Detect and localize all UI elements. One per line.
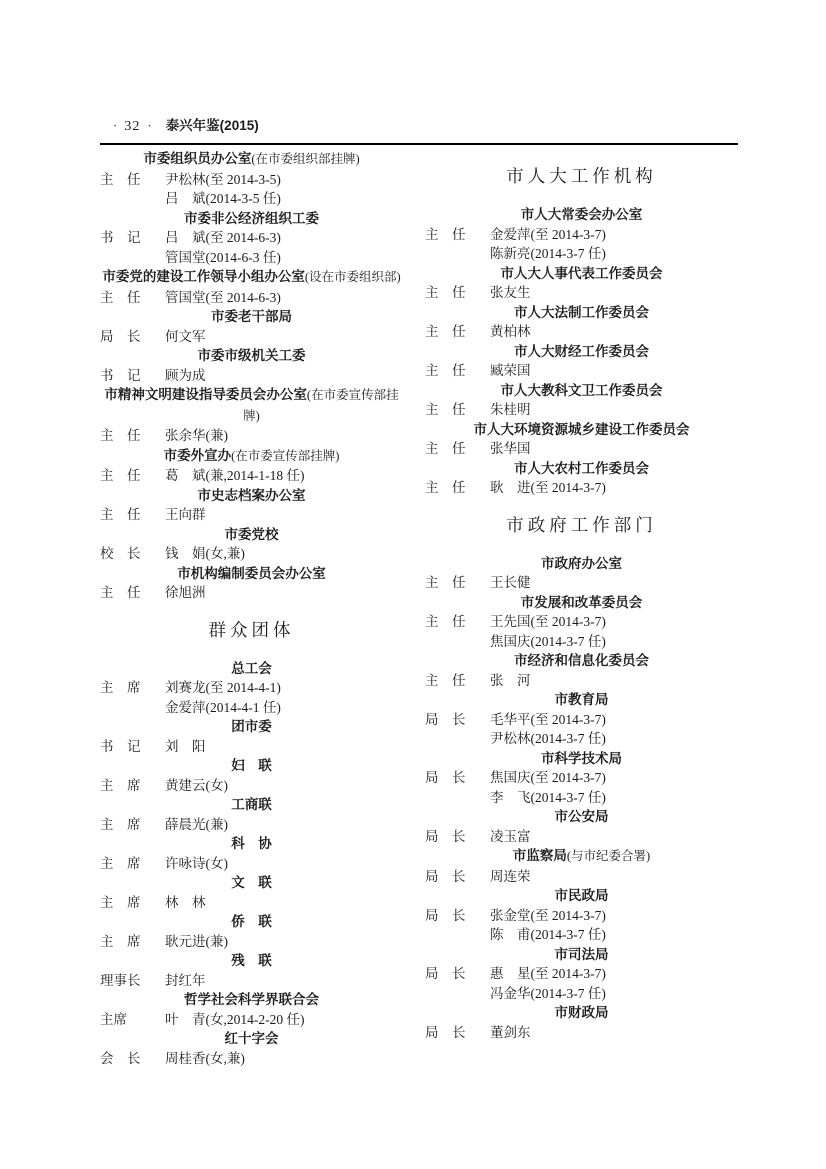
org-name: 市人大环境资源城乡建设工作委员会 [473,421,690,437]
org-name: 市人大人事代表工作委员会 [500,265,663,281]
entry-row [100,288,403,308]
person-name: 周桂香(女,兼) [165,1050,245,1066]
org-heading [100,990,403,1010]
header-dot-right: · [147,118,152,133]
org-name: 妇 联 [231,758,272,773]
person-name: 凌玉富 [490,828,531,844]
org-heading [425,420,738,440]
org-heading [100,873,403,893]
entry-row [100,505,403,525]
org-name: 市精神文明建设指导委员会办公室 [104,387,307,402]
entry-row [425,827,738,847]
org-name: 哲学社会科学界联合会 [184,992,319,1007]
entry-continuation-row [100,698,403,718]
entry-row [425,361,738,381]
page-header [100,114,738,135]
org-heading [425,303,738,323]
role-label: 主 任 [425,324,466,339]
role-label: 主 任 [100,289,141,305]
org-name: 市发展和改革委员会 [520,594,643,610]
person-name: 金爱萍(至 2014-3-7) [490,226,606,242]
person-name: 毛华平(至 2014-3-7) [490,711,606,727]
org-name: 市委党校 [224,526,279,542]
role-label: 书 记 [100,367,141,383]
org-name: 市财政局 [554,1005,609,1020]
role-label: 局 长 [425,770,466,785]
org-heading [100,346,403,366]
role-label: 校 长 [100,546,141,561]
book-title: 泰兴年鉴(2015) [165,118,259,133]
person-name: 张金堂(至 2014-3-7) [490,907,606,923]
role-label [425,984,473,1004]
person-name: 管国堂(2014-6-3 任) [165,249,281,265]
org-heading [425,945,738,965]
person-name: 徐旭洲 [165,585,206,600]
role-label: 主 席 [100,855,141,871]
org-heading [100,149,403,170]
entry-row [100,815,403,835]
org-name: 市教育局 [554,692,609,707]
entry-row [425,478,738,498]
org-name: 红十字会 [224,1031,279,1046]
section-title: 市政府工作部门 [506,514,657,535]
entry-row [425,439,738,459]
role-label: 主 任 [100,585,141,600]
section-title: 群众团体 [208,619,295,640]
org-heading [425,1003,738,1023]
org-heading [100,446,403,467]
entry-row [425,400,738,420]
org-heading [425,554,738,574]
person-name: 周连荣 [490,868,531,884]
role-label: 主 任 [425,285,466,300]
role-label: 主 任 [425,614,466,629]
org-heading [425,593,738,613]
org-name: 市经济和信息化委员会 [514,653,649,668]
role-label: 主 席 [100,777,141,793]
entry-row [100,327,403,347]
person-name: 管国堂(至 2014-6-3) [165,289,281,305]
person-name: 黄柏林 [490,324,531,339]
entry-row [425,906,738,926]
entry-row [425,1023,738,1043]
entry-row [100,893,403,913]
person-name: 刘 阳 [165,738,206,754]
org-name: 市史志档案办公室 [197,487,306,503]
person-name: 王先国(至 2014-3-7) [490,614,606,629]
role-label: 主席 [100,1011,127,1027]
person-name: 张华国 [490,441,531,456]
person-name: 臧荣国 [490,363,531,378]
role-label [425,729,473,749]
role-label: 主 席 [100,894,141,910]
org-name: 市人大农村工作委员会 [514,460,649,476]
org-heading [425,459,738,479]
entry-continuation-row [425,244,738,264]
entry-row [425,867,738,887]
person-name: 张余华(兼) [165,428,228,443]
entry-row [100,854,403,874]
person-name: 冯金华(2014-3-7 任) [490,985,606,1001]
org-heading [425,264,738,284]
entry-row [100,1049,403,1069]
person-name: 吕 斌(至 2014-6-3) [165,230,281,245]
role-label [425,244,473,264]
person-name: 封红年 [165,972,206,988]
org-note: (在市委组织部挂牌) [251,152,360,166]
person-name: 许咏诗(女) [165,855,228,871]
role-label: 局 长 [100,328,141,344]
person-name: 尹松林(至 2014-3-5) [165,171,281,187]
entry-row [100,932,403,952]
person-name: 董剑东 [490,1024,531,1040]
person-name: 叶 青(女,2014-2-20 任) [165,1011,305,1027]
org-name: 市民政局 [554,888,609,903]
org-name: 市公安局 [554,809,609,824]
org-heading [100,486,403,506]
entry-row [425,283,738,303]
person-name: 黄建云(女) [165,777,228,793]
person-name: 吕 斌(2014-3-5 任) [165,191,281,206]
role-label [100,248,148,268]
entry-continuation-row [425,632,738,652]
entry-row [100,466,403,486]
entry-continuation-row [425,788,738,808]
person-name: 王向群 [165,507,206,522]
org-heading [100,525,403,545]
entry-row [100,971,403,991]
org-name: 市委外宣办 [163,447,232,463]
role-label: 主 席 [100,680,141,695]
role-label: 主 任 [100,171,141,187]
entry-row [425,612,738,632]
entry-row [425,768,738,788]
person-name: 耿 进(至 2014-3-7) [490,480,606,495]
person-name: 刘赛龙(至 2014-4-1) [165,680,281,695]
org-heading [100,912,403,932]
org-note: (在市委宣传部挂牌) [231,448,340,463]
role-label: 主 任 [100,507,141,522]
person-name: 陈新亮(2014-3-7 任) [490,246,606,261]
role-label: 局 长 [425,868,466,884]
org-name: 市政府办公室 [541,555,622,571]
entry-row [100,170,403,190]
person-name: 朱桂明 [490,402,531,417]
header-dot-left: · [113,118,118,133]
entry-row [100,678,403,698]
role-label: 局 长 [425,907,466,923]
entry-row [425,710,738,730]
section-title: 市人大工作机构 [506,166,657,186]
entry-row [425,964,738,984]
person-name: 焦国庆(至 2014-3-7) [490,770,606,785]
entry-row [100,583,403,603]
org-heading [425,749,738,769]
entry-continuation-row [100,248,403,268]
org-heading [100,795,403,815]
role-label: 主 任 [425,402,466,417]
role-label: 局 长 [425,966,466,981]
person-name: 葛 斌(兼,2014-1-18 任) [165,468,305,483]
org-heading [100,659,403,679]
person-name: 金爱萍(2014-4-1 任) [165,699,281,715]
org-heading [425,807,738,827]
role-label [425,925,473,945]
org-name: 科 协 [231,836,272,851]
role-label: 书 记 [100,738,141,754]
org-name: 市科学技术局 [541,750,622,766]
entry-continuation-row [425,729,738,749]
org-heading [425,342,738,362]
person-name: 张友生 [490,285,531,300]
org-heading [425,381,738,401]
org-name: 市人大常委会办公室 [520,207,643,222]
role-label: 主 席 [100,933,141,949]
org-heading [425,886,738,906]
org-name: 团市委 [231,719,272,734]
entry-row [100,737,403,757]
org-name: 市机构编制委员会办公室 [177,565,326,581]
org-name: 市委组织员办公室 [143,151,252,166]
two-column-body [100,149,738,1068]
right-column [425,149,738,1068]
entry-row [100,426,403,446]
org-heading [425,846,738,867]
org-name: 市委市级机关工委 [197,348,306,363]
person-name: 王长健 [490,575,531,590]
role-label: 主 任 [425,226,466,242]
entry-row [100,228,403,248]
org-name: 市司法局 [554,946,609,962]
person-name: 林 林 [165,894,206,910]
org-heading [100,209,403,229]
role-label: 主 任 [100,468,141,483]
org-name: 市人大教科文卫工作委员会 [500,382,663,398]
org-name: 侨 联 [231,914,272,929]
org-heading [100,756,403,776]
person-name: 李 飞(2014-3-7 任) [490,789,606,805]
org-heading [425,690,738,710]
org-name: 市人大财经工作委员会 [514,343,649,359]
person-name: 惠 星(至 2014-3-7) [490,966,606,981]
entry-row [425,225,738,245]
person-name: 钱 娟(女,兼) [165,546,245,561]
org-heading [425,205,738,225]
entry-continuation-row [425,925,738,945]
org-name: 市委党的建设工作领导小组办公室 [102,269,305,284]
role-label: 会 长 [100,1050,141,1066]
role-label: 主 任 [425,480,466,495]
entry-row [100,1010,403,1030]
org-name: 市人大法制工作委员会 [514,304,649,320]
header-rule [100,143,738,145]
person-name: 薛晨光(兼) [165,816,228,832]
role-label: 局 长 [425,828,466,844]
org-note: (在市委宣传部挂牌) [243,388,399,423]
person-name: 耿元进(兼) [165,933,228,949]
left-column [100,149,403,1068]
org-heading [100,717,403,737]
org-heading [100,385,403,426]
org-name: 文 联 [231,875,272,890]
role-label: 主 席 [100,816,141,832]
role-label: 主 任 [425,441,466,456]
page-content [100,114,738,1068]
person-name: 焦国庆(2014-3-7 任) [490,633,606,649]
entry-row [100,366,403,386]
org-note: (与市纪委合署) [566,849,651,863]
role-label: 局 长 [425,1024,466,1040]
role-label: 主 任 [425,575,466,590]
org-name: 市监察局 [512,848,567,863]
entry-row [425,573,738,593]
role-label [425,632,473,652]
role-label: 主 任 [425,672,466,688]
person-name: 陈 甫(2014-3-7 任) [490,927,606,942]
org-note: (设在市委组织部) [304,270,401,284]
role-label: 局 长 [425,711,466,727]
entry-row [425,322,738,342]
role-label [100,189,148,209]
entry-row [100,776,403,796]
org-heading [100,564,403,584]
org-heading [100,834,403,854]
org-name: 总工会 [231,660,272,676]
org-name: 工商联 [231,797,272,812]
org-name: 市委老干部局 [211,309,292,324]
org-name: 残 联 [231,953,272,968]
role-label: 书 记 [100,230,141,245]
entry-continuation-row [100,189,403,209]
org-heading [100,951,403,971]
entry-continuation-row [425,984,738,1004]
org-name: 市委非公经济组织工委 [184,210,319,226]
org-heading [100,307,403,327]
person-name: 何文军 [165,328,206,344]
person-name: 尹松林(2014-3-7 任) [490,731,606,746]
role-label: 理事长 [100,972,141,988]
person-name: 张 河 [490,672,531,688]
entry-row [425,671,738,691]
role-label: 主 任 [425,363,466,378]
role-label [425,788,473,808]
org-heading [100,1029,403,1049]
person-name: 顾为成 [165,367,206,383]
entry-row [100,544,403,564]
org-heading [100,267,403,288]
org-heading [425,651,738,671]
role-label: 主 任 [100,428,141,443]
page-number: 32 [124,119,141,134]
role-label [100,698,148,718]
